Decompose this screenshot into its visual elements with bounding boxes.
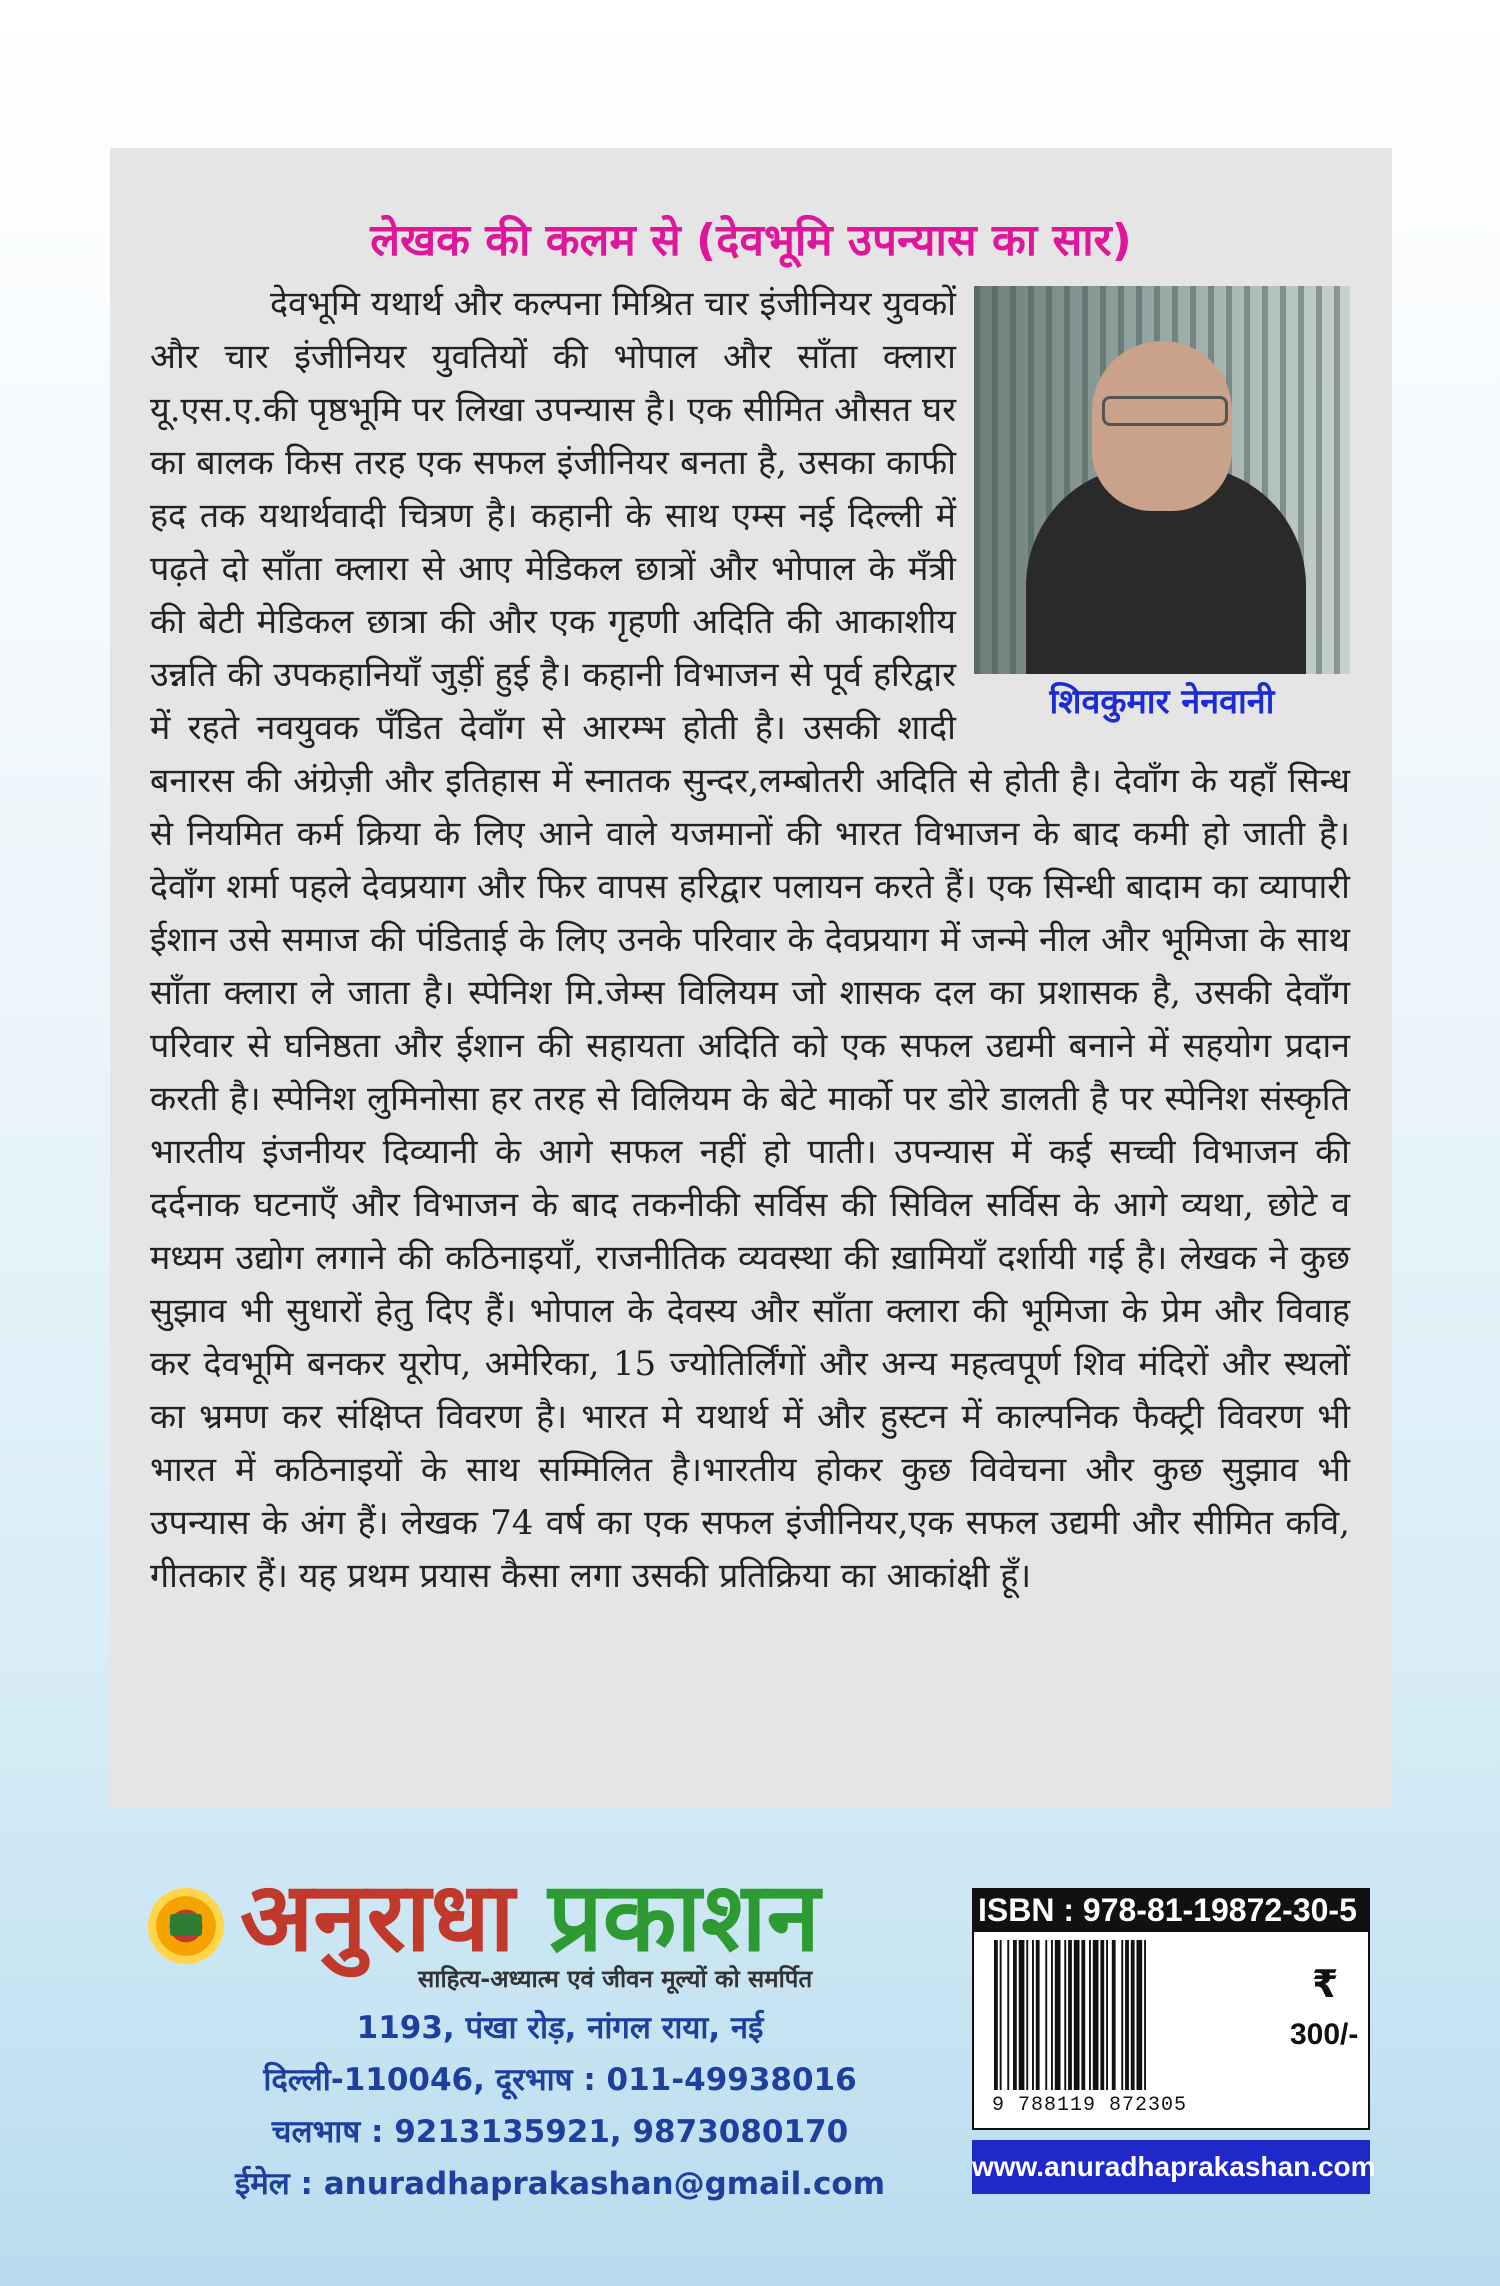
- address-line-2: दिल्ली-110046, दूरभाष : 011-49938016: [263, 2062, 857, 2098]
- publisher-name-part2: प्रकाशन: [548, 1861, 820, 1973]
- publisher-name: [240, 1862, 820, 1972]
- synopsis-body: [150, 278, 1350, 1603]
- address-line-1: 1193, पंखा रोड़, नांगल राया, नई: [356, 2010, 764, 2046]
- synopsis-panel: [110, 148, 1392, 1808]
- price: 300/-: [1290, 2018, 1359, 2051]
- rupee-icon: ₹: [1312, 1962, 1339, 2006]
- email-line: ईमेल : anuradhaprakashan@gmail.com: [234, 2166, 886, 2202]
- synopsis-paragraph: देवभूमि यथार्थ और कल्पना मिश्रित चार इंजीनियर युवकों और चार इंजीनियर युवतियों की भोपाल और सॉंता क्लारा यू.एस.ए.की पृष्ठभूमि पर लिखा उपन्यास है। एक सीमित औसत घर का बालक किस तरह एक सफल इंजीनियर बनता है, उसका काफी हद तक यथार्थवादी चित्रण है। कहानी के साथ एम्स नई दिल्ली में पढ़ते दो सॉंता क्लारा से आए मेडिकल छात्रों और भोपाल के मँत्री की बेटी मेडिकल छात्रा की और एक गृहणी अदिति की आकाशीय उन्नति की उपकहानियाँ जुड़ीं हुई है। कहानी विभाजन से पूर्व हरिद्वार में रहते नवयुवक पँडित देवाँग से आरम्भ होती है। उसकी शादी बनारस की अंग्रेज़ी और इतिहास में स्नातक सुन्दर,लम्बोतरी अदिति से होती है। देवाँग के यहाँ सिन्ध से नियमित कर्म क्रिया के लिए आने वाले यजमानों की भारत विभाजन के बाद कमी हो जाती है। देवाँग शर्मा पहले देवप्रयाग और फिर वापस हरिद्वार पलायन करते हैं। एक सिन्धी बादाम का व्यापारी ईशान उसे समाज की पंडिताई के लिए उनके परिवार के देवप्रयाग में जन्मे नील और भूमिजा के साथ सॉंता क्लारा ले जाता है। स्पेनिश मि.जेम्स विलियम जो शासक दल का प्रशासक है, उसकी देवाँग परिवार से घनिष्ठता और ईशान की सहायता अदिति को एक सफल उद्यमी बनाने में सहयोग प्रदान करती है। स्पेनिश लुमिनोसा हर तरह से विलियम के बेटे मार्को पर डोरे डालती है पर स्पेनिश संस्कृति भारतीय इंजनीयर दिव्यानी के आगे सफल नहीं हो पाती। उपन्यास में कई सच्ची विभाजन की दर्दनाक घटनाएँ और विभाजन के बाद तकनीकी सर्विस की सिविल सर्विस के आगे व्यथा, छोटे व मध्यम उद्योग लगाने की कठिनाइयाँ, राजनीतिक व्यवस्था की ख़ामियाँ दर्शायी गई है। लेखक ने कुछ सुझाव भी सुधारों हेतु दिए हैं। भोपाल के देवस्य और सॉंता क्लारा की भूमिजा के प्रेम और विवाह कर देवभूमि बनकर यूरोप, अमेरिका, 15 ज्योतिर्लिंगों और अन्य महत्वपूर्ण शिव मंदिरों और स्थलों का भ्रमण कर संक्षिप्त विवरण है। भारत मे यथार्थ में और हुस्टन में काल्पनिक फैक्ट्री विवरण भी भारत में कठिनाइयों के साथ सम्मिलित है।भारतीय होकर कुछ विवेचना और कुछ सुझाव भी उपन्यास के अंग हैं। लेखक 74 वर्ष का एक सफल इंजीनियर,एक सफल उद्यमी और सीमित कवि, गीतकार हैं। यह प्रथम प्रयास कैसा लगा उसकी प्रतिक्रिया का आकांक्षी हूँ।: [150, 284, 1350, 1596]
- publisher-logo-icon: [148, 1888, 224, 1964]
- isbn-label: ISBN : 978-81-19872-30-5: [972, 1888, 1370, 1932]
- publisher-name-part1: अनुराधा: [240, 1861, 515, 1973]
- author-name: शिवकुमार नेनवानी: [1049, 682, 1275, 722]
- isbn-block: [972, 1888, 1376, 2198]
- publisher-tagline: साहित्य-अध्यात्म एवं जीवन मूल्यों को समर्पित: [418, 1965, 813, 1993]
- website-link[interactable]: www.anuradhaprakashan.com: [972, 2140, 1370, 2194]
- barcode-area: [972, 1932, 1370, 2130]
- author-photo: [974, 286, 1350, 674]
- phone-line: चलभाष : 9213135921, 9873080170: [271, 2114, 849, 2150]
- publisher-contact: [200, 2002, 920, 2210]
- barcode-icon: [994, 1940, 1240, 2090]
- barcode-digits: 9 788119 872305: [992, 2094, 1188, 2117]
- author-photo-block: [974, 286, 1350, 722]
- panel-title: लेखक की कलम से (देवभूमि उपन्यास का सार): [370, 215, 1132, 266]
